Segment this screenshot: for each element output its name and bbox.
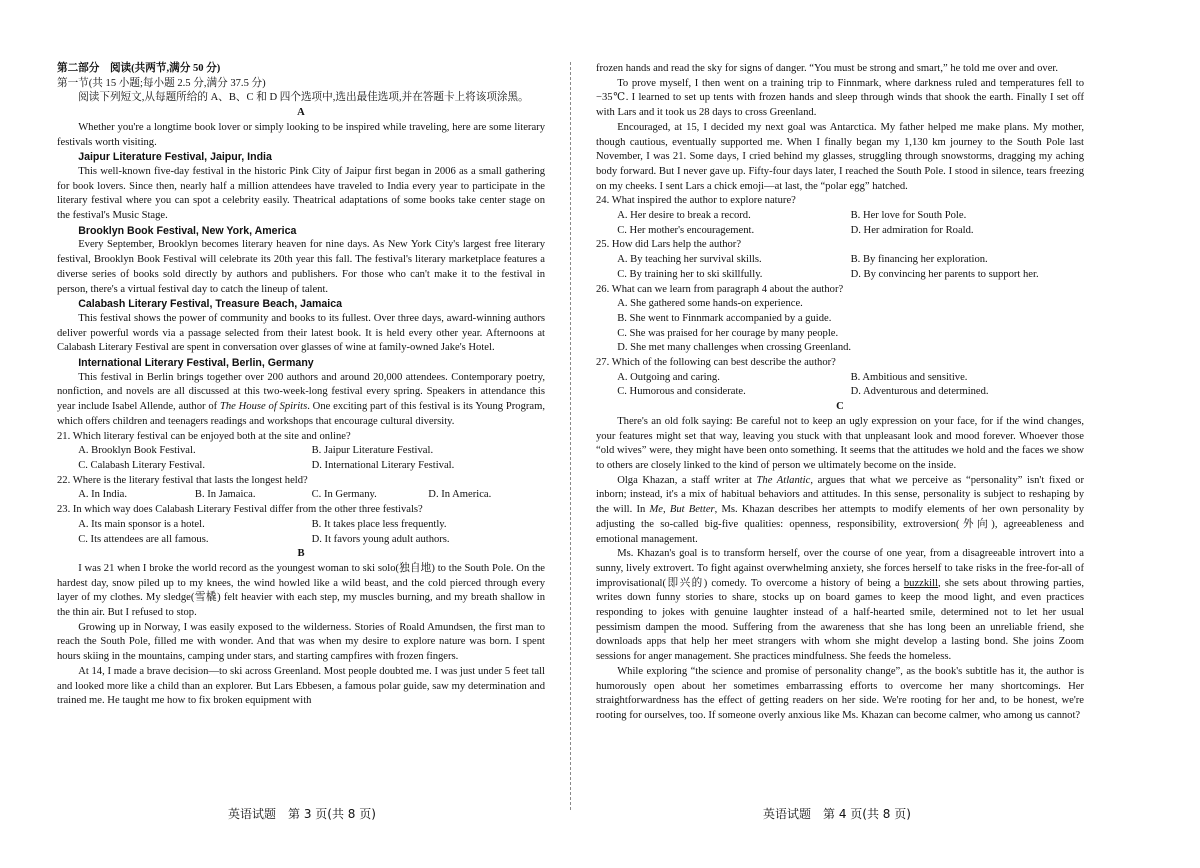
option-c: C. Humorous and considerate. (617, 386, 746, 398)
page-4-footer: 英语试题 第 4 页(共 8 页) (763, 807, 911, 821)
option-b: B. In Jamaica. (194, 489, 256, 501)
question-25-options (596, 253, 1084, 282)
festival-4-text: This festival in Berlin brings together over 200 authors and around 20,000 attendees. Contemporary poetry, nonfiction, and novels are all discussed at this two-week-long festival every spring. Speakers in attendance this year include Isabel Allende, author of The House of Spirits. One exciting part of this festival is its Young Program, which offers children and teenagers readings and workshops that encourage cultural diversity. (57, 371, 545, 427)
question-23-options (57, 518, 545, 547)
festival-3-title: Calabash Literary Festival, Treasure Beach, Jamaica (78, 298, 342, 311)
page-4 (596, 62, 1084, 724)
passage-b-paragraph-2: Growing up in Norway, I was easily exposed to the wilderness. Stories of Roald Amundsen, the first man to reach the South Pole, filled me with wonder. And that was when my desire to explore nature was born. I spent hours skiing in the mountains, camping under stars, and starting campfires with frozen fingers. (57, 621, 545, 663)
question-27-options (596, 371, 1084, 400)
option-b: B. By financing her exploration. (850, 254, 988, 266)
page-divider (570, 62, 571, 810)
option-c: C. By training her to ski skillfully. (617, 268, 763, 280)
question-21: 21. Which literary festival can be enjoyed both at the site and online? (57, 430, 351, 442)
option-c: C. In Germany. (311, 489, 377, 501)
festival-2-text: Every September, Brooklyn becomes literary heaven for nine days. As New York City's largest free literary festival, Brooklyn Book Festival will celebrate its 20th year this fall. The festival's literary marketplace features a diverse series of books sold directly by authors and publishers. For those who can't make it to the festival in person, there's a virtual festival day to catch the lineup of talent. (57, 239, 545, 295)
option-a: A. By teaching her survival skills. (617, 254, 762, 266)
question-21-options (57, 444, 545, 473)
option-a: A. In India. (78, 489, 128, 501)
option-a: A. Her desire to break a record. (617, 210, 751, 222)
question-27: 27. Which of the following can best describe the author? (596, 357, 836, 369)
option-d: D. Her admiration for Roald. (850, 224, 974, 236)
question-24: 24. What inspired the author to explore nature? (596, 195, 796, 207)
magazine-title: The Atlantic (756, 474, 811, 486)
festival-2-title: Brooklyn Book Festival, New York, America (78, 224, 297, 237)
festival-3-text: This festival shows the power of community and books to its fullest. Over three days, award-winning authors deliver powerful words via a passage selected from their latest book. It is held every other year. Afternoons at Calabash Literary Festival are spent in conversation over glasses of wine at family-owned Jake's Hotel. (57, 312, 545, 354)
section-header: 第二部分 阅读(共两节,满分 50 分) (57, 63, 221, 74)
question-22: 22. Where is the literary festival that lasts the longest held? (57, 474, 308, 486)
subsection-header: 第一节(共 15 小题;每小题 2.5 分,满分 37.5 分) (57, 77, 266, 89)
passage-b-paragraph-3: At 14, I made a brave decision—to ski across Greenland. Most people doubted me. I was just under 5 feet tall and looked more like a child than an explorer. But Lars Ebbesen, a famous polar guide, saw my determination and trained me. He taught me how to fix broken equipment with (57, 665, 545, 707)
option-b: B. Jaipur Literature Festival. (311, 445, 434, 457)
passage-c-letter: C (836, 401, 844, 413)
passage-b-paragraph-5: Encouraged, at 15, I decided my next goal was Antarctica. My father helped me make plans. My mother, though cautious, eventually supported me. When I finally began my 1,130 km journey to the South Pole last November, I was 21. Some days, I cried behind my glasses, struggling through snowstorms, dragging my aching body forward. But I never gave up. Fifty-four days later, I reached the South Pole. I stood in silence, tears freezing on my cheeks. I sent Lars a chick emoji—at last, the “polar egg” hatched. (596, 121, 1084, 192)
passage-c-paragraph-4: While exploring “the science and promise of personality change”, as the book's subtitle has it, the author is humorously open about her sometimes embarrassing efforts to overcome her many shortcomings. Her straightforwardness has the effect of getting readers on her side. We're rooting for her and, to be honest, we're rooting for ourselves, too. If someone overly anxious like Ms. Khazan can become calmer, who among us cannot? (596, 665, 1084, 721)
question-24-options (596, 209, 1084, 238)
option-b: B. Her love for South Pole. (850, 210, 967, 222)
passage-b-paragraph-3-continued: frozen hands and read the sky for signs of danger. “You must be strong and smart,” he told me over and over. (596, 63, 1058, 74)
option-d: D. It favors young adult authors. (311, 533, 450, 545)
festival-1-text: This well-known five-day festival in the historic Pink City of Jaipur first began in 2006 as a small gathering for book lovers. Since then, nearly half a million attendees have traveled to India every year to participate in the literary festival where you can spot a celebrity easily. Theatrical adaptations of some books take center stage on the festival's Music Stage. (57, 165, 545, 222)
passage-c-paragraph-3: Ms. Khazan's goal is to transform herself, over the course of one year, from a disagreeable introvert into a sunny, lively extrovert. To fight against overwhelming anxiety, she forces herself to take risks in the free-for-all of improvisational(即兴的) comedy. To overcome a history of being a buzzkill, she sets about throwing parties, writes down funny stories to share, stocks up on board games to keep the mood light, and even practices responding to jokes with genuine laughter instead of a half-hearted smile, determined not to let her usual pessimism dampen the mood. Suffering from the awareness that she has long been an unreliable friend, she downloads apps that help her meet strangers with whom she might develop a lasting bond. She joins Zoom sessions for anger management. She practices mindfulness. She feeds the homeless. (596, 548, 1084, 663)
question-25: 25. How did Lars help the author? (596, 239, 742, 251)
passage-b-paragraph-1: I was 21 when I broke the world record as the youngest woman to ski solo(独自地) to the South Pole. On the hardest day, snow piled up to my knees, the wind howled like a wild beast, and the cold pierced through every layer of my clothes. My sledge(雪橇) felt heavier with each step, my muscles burning, and my breath shallow in the thin air. But I refused to stop. (57, 562, 545, 619)
page-3 (57, 62, 545, 709)
instructions: 阅读下列短文,从每题所给的 A、B、C 和 D 四个选项中,选出最佳选项,并在答题卡上将该项涂黑。 (78, 92, 529, 104)
option-d: D. She met many challenges when crossing Greenland. (617, 342, 852, 354)
option-d: D. By convincing her parents to support her. (850, 268, 1039, 280)
book-title: The House of Spirits (219, 401, 308, 413)
passage-c-paragraph-1: There's an old folk saying: Be careful not to keep an ugly expression on your face, for if the wind changes, your features might set that way, leaving you stuck with that unpleasant look and mood forever. Whoever those “old wives” were, they might have been onto something. It seems that the attitudes we hold and the faces we show to others are closely linked to the kind of person we ultimately become on the inside. (596, 415, 1084, 471)
option-a: A. Outgoing and caring. (617, 371, 720, 383)
passage-b-letter: B (297, 548, 305, 560)
option-d: D. Adventurous and determined. (850, 386, 989, 398)
page-3-footer: 英语试题 第 3 页(共 8 页) (228, 807, 376, 821)
question-23: 23. In which way does Calabash Literary Festival differ from the other three festivals? (57, 504, 423, 516)
option-b: B. She went to Finnmark accompanied by a guide. (617, 312, 832, 324)
book-title: Me, But Better (649, 504, 715, 516)
question-26: 26. What can we learn from paragraph 4 about the author? (596, 283, 844, 295)
option-d: D. In America. (428, 489, 492, 501)
festival-1-title: Jaipur Literature Festival, Jaipur, India (78, 151, 272, 164)
passage-b-paragraph-4: To prove myself, I then went on a training trip to Finnmark, where darkness ruled and temperatures fell to −35℃. I learned to set up tents with frozen hands and sleep through winds that shook the earth. Finally I set off with Lars and it took us 28 days to cross Greenland. (596, 77, 1084, 119)
option-c: C. Calabash Literary Festival. (78, 459, 205, 471)
passage-a-intro: Whether you're a longtime book lover or simply looking to be inspired while traveling, here are some literary festivals worth visiting. (57, 121, 545, 148)
option-c: C. Its attendees are all famous. (78, 533, 209, 545)
option-b: B. Ambitious and sensitive. (850, 371, 968, 383)
option-a: A. Its main sponsor is a hotel. (78, 518, 205, 530)
underlined-word: buzzkill (903, 577, 938, 589)
option-a: A. Brooklyn Book Festival. (78, 445, 196, 457)
question-26-options (596, 297, 1084, 356)
question-22-options (57, 488, 545, 503)
passage-c-paragraph-2: Olga Khazan, a staff writer at The Atlantic, argues that what we perceive as “personality” isn't fixed or inborn; instead, it's a mix of habitual behaviors and attitudes. In this sense, personality is subject to reshaping by the will. In Me, But Better, Ms. Khazan describes her attempts to modify elements of her own personality by adjusting the so-called big-five qualities: openness, responsibility, extroversion(外向), agreeableness and emotional management. (596, 474, 1085, 545)
option-a: A. She gathered some hands-on experience. (617, 298, 803, 310)
option-c: C. Her mother's encouragement. (617, 224, 755, 236)
option-c: C. She was praised for her courage by many people. (617, 327, 839, 339)
option-b: B. It takes place less frequently. (311, 518, 447, 530)
passage-a-letter: A (297, 107, 305, 119)
option-d: D. International Literary Festival. (311, 459, 455, 471)
festival-4-title: International Literary Festival, Berlin, Germany (78, 357, 314, 370)
